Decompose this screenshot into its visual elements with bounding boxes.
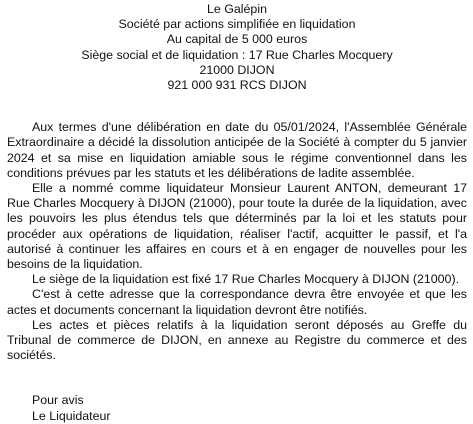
- signatory: Le Liquidateur: [32, 408, 111, 423]
- company-name: Le Galépin: [207, 2, 267, 16]
- paragraph-correspondence: C'est à cette adresse que la correspondance devra être envoyée et que les actes et documents concernant la liquidation devront être notifiés.: [7, 287, 467, 317]
- paragraph-liquidator: Elle a nommé comme liquidateur Monsieur Laurent ANTON, demeurant 17 Rue Charles Mocquery à DIJON (21000), pour toute la durée de la liquidation, avec les pouvoirs les plus étendus tels que déterminés par la loi et les statuts pour procéder aux opérations de liquidation, réaliser l'actif, acquitter le passif, et l'a autorisé à continuer les affaires en cours et à en engager de nouvelles pour les besoins de la liquidation.: [7, 181, 467, 272]
- notice-body: [7, 120, 467, 363]
- paragraph-liquidation-office: Le siège de la liquidation est fixé 17 Rue Charles Mocquery à DIJON (21000).: [32, 272, 460, 287]
- postcode-city: 21000 DIJON: [199, 62, 275, 77]
- rcs-registration: 921 000 931 RCS DIJON: [167, 78, 307, 93]
- closing-line: Pour avis: [32, 393, 84, 408]
- registered-office: Siège social et de liquidation : 17 Rue Charles Mocquery: [81, 47, 393, 62]
- company-form: Société par actions simplifiée en liquidation: [118, 17, 356, 32]
- signoff: [7, 393, 467, 423]
- paragraph-filing: Les actes et pièces relatifs à la liquidation seront déposés au Greffe du Tribunal de commerce de DIJON, en annexe au Registre du commerce et des sociétés.: [7, 317, 467, 363]
- paragraph-dissolution: Aux termes d'une délibération en date du 05/01/2024, l'Assemblée Générale Extraordinaire a décidé la dissolution anticipée de la Société à compter du 5 janvier 2024 et sa mise en liquidation amiable sous le régime conventionnel dans les conditions prévues par les statuts et les délibérations de ladite assemblée.: [7, 120, 467, 180]
- notice-header: [7, 2, 467, 93]
- share-capital: Au capital de 5 000 euros: [166, 32, 308, 47]
